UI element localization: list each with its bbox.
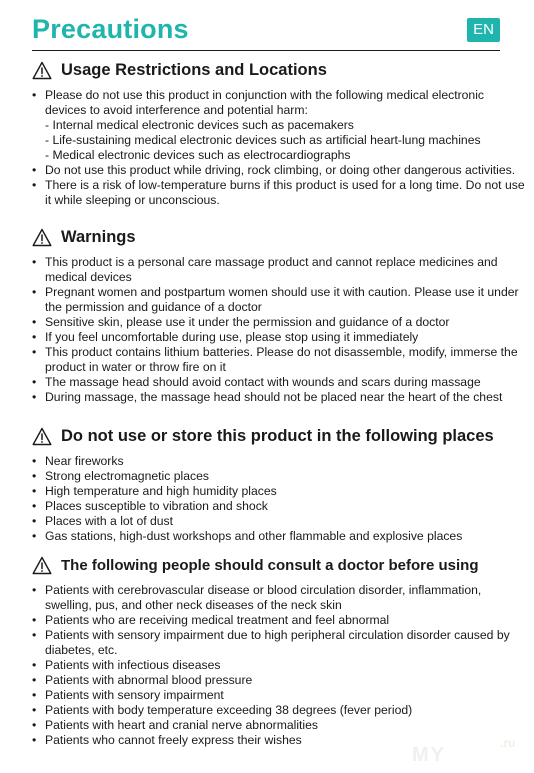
list-item: • Strong electromagnetic places (32, 469, 526, 484)
warning-triangle-icon (32, 556, 52, 575)
list-item: • Patients with abnormal blood pressure (32, 673, 526, 688)
sub-item: - Internal medical electronic devices such as pacemakers (45, 118, 354, 132)
list-item-text: Please do not use this product in conjunction with the following medical electronic devices to avoid interference and potential harm: (45, 88, 484, 117)
list-item: • The massage head should avoid contact with wounds and scars during massage (32, 375, 526, 390)
list-item: • During massage, the massage head should not be placed near the heart of the chest (32, 390, 526, 405)
list-item: • Patients who are receiving medical treatment and feel abnormal (32, 613, 526, 628)
section-warnings (32, 225, 526, 405)
list-item: • Gas stations, high-dust workshops and other flammable and explosive places (32, 529, 526, 544)
section-title: The following people should consult a doctor before using (61, 556, 479, 574)
section-title: Usage Restrictions and Locations (61, 60, 327, 79)
list-item: • There is a risk of low-temperature burns if this product is used for a long time. Do not use it while sleeping or unconscious. (32, 178, 526, 208)
section-title: Warnings (61, 227, 136, 246)
list-item: • Patients with cerebrovascular disease or blood circulation disorder, inflammation, swelling, pus, and other neck diseases of the neck skin (32, 583, 526, 613)
list-item: • Patients with body temperature exceeding 38 degrees (fever period) (32, 703, 526, 718)
warning-triangle-icon (32, 228, 52, 247)
section-title: Do not use or store this product in the following places (61, 426, 494, 445)
watermark: MY (412, 744, 446, 766)
bullet-list (32, 454, 526, 544)
list-item: • This product contains lithium batteries. Please do not disassemble, modify, immerse the product in water or throw fire on it (32, 345, 526, 375)
section-consult-doctor (32, 553, 526, 748)
page-header (32, 12, 500, 51)
list-item: • This product is a personal care massage product and cannot replace medicines and medical devices (32, 255, 526, 285)
list-item: • Patients with sensory impairment (32, 688, 526, 703)
list-item: • Places with a lot of dust (32, 514, 526, 529)
watermark-suffix: .ru (500, 736, 516, 750)
list-item: • High temperature and high humidity places (32, 484, 526, 499)
list-item: • Patients with infectious diseases (32, 658, 526, 673)
list-item: • Pregnant women and postpartum women should use it with caution. Please use it under the permission and guidance of a doctor (32, 285, 526, 315)
list-item: • Sensitive skin, please use it under the permission and guidance of a doctor (32, 315, 526, 330)
bullet-list (32, 583, 526, 748)
list-item: • Do not use this product while driving, rock climbing, or doing other dangerous activities. (32, 163, 526, 178)
section-heading (32, 424, 526, 448)
language-badge: EN (467, 18, 500, 42)
section-heading (32, 553, 526, 577)
list-item: • Patients who cannot freely express their wishes (32, 733, 526, 748)
section-storage-places (32, 424, 526, 544)
sub-item: - Life-sustaining medical electronic devices such as artificial heart-lung machines (45, 133, 481, 147)
list-item (32, 88, 526, 118)
list-item: • Near fireworks (32, 454, 526, 469)
list-item: • If you feel uncomfortable during use, please stop using it immediately (32, 330, 526, 345)
list-item: • Patients with heart and cranial nerve abnormalities (32, 718, 526, 733)
section-usage-restrictions (32, 58, 526, 208)
list-item: • Patients with sensory impairment due to high peripheral circulation disorder caused by diabetes, etc. (32, 628, 526, 658)
page-title: Precautions (32, 14, 189, 44)
bullet-list (32, 255, 526, 405)
section-heading (32, 225, 526, 249)
warning-triangle-icon (32, 427, 52, 446)
bullet-list (32, 88, 526, 208)
list-item: • Places susceptible to vibration and shock (32, 499, 526, 514)
section-heading (32, 58, 526, 82)
sub-item: - Medical electronic devices such as electrocardiographs (45, 148, 351, 162)
warning-triangle-icon (32, 61, 52, 80)
